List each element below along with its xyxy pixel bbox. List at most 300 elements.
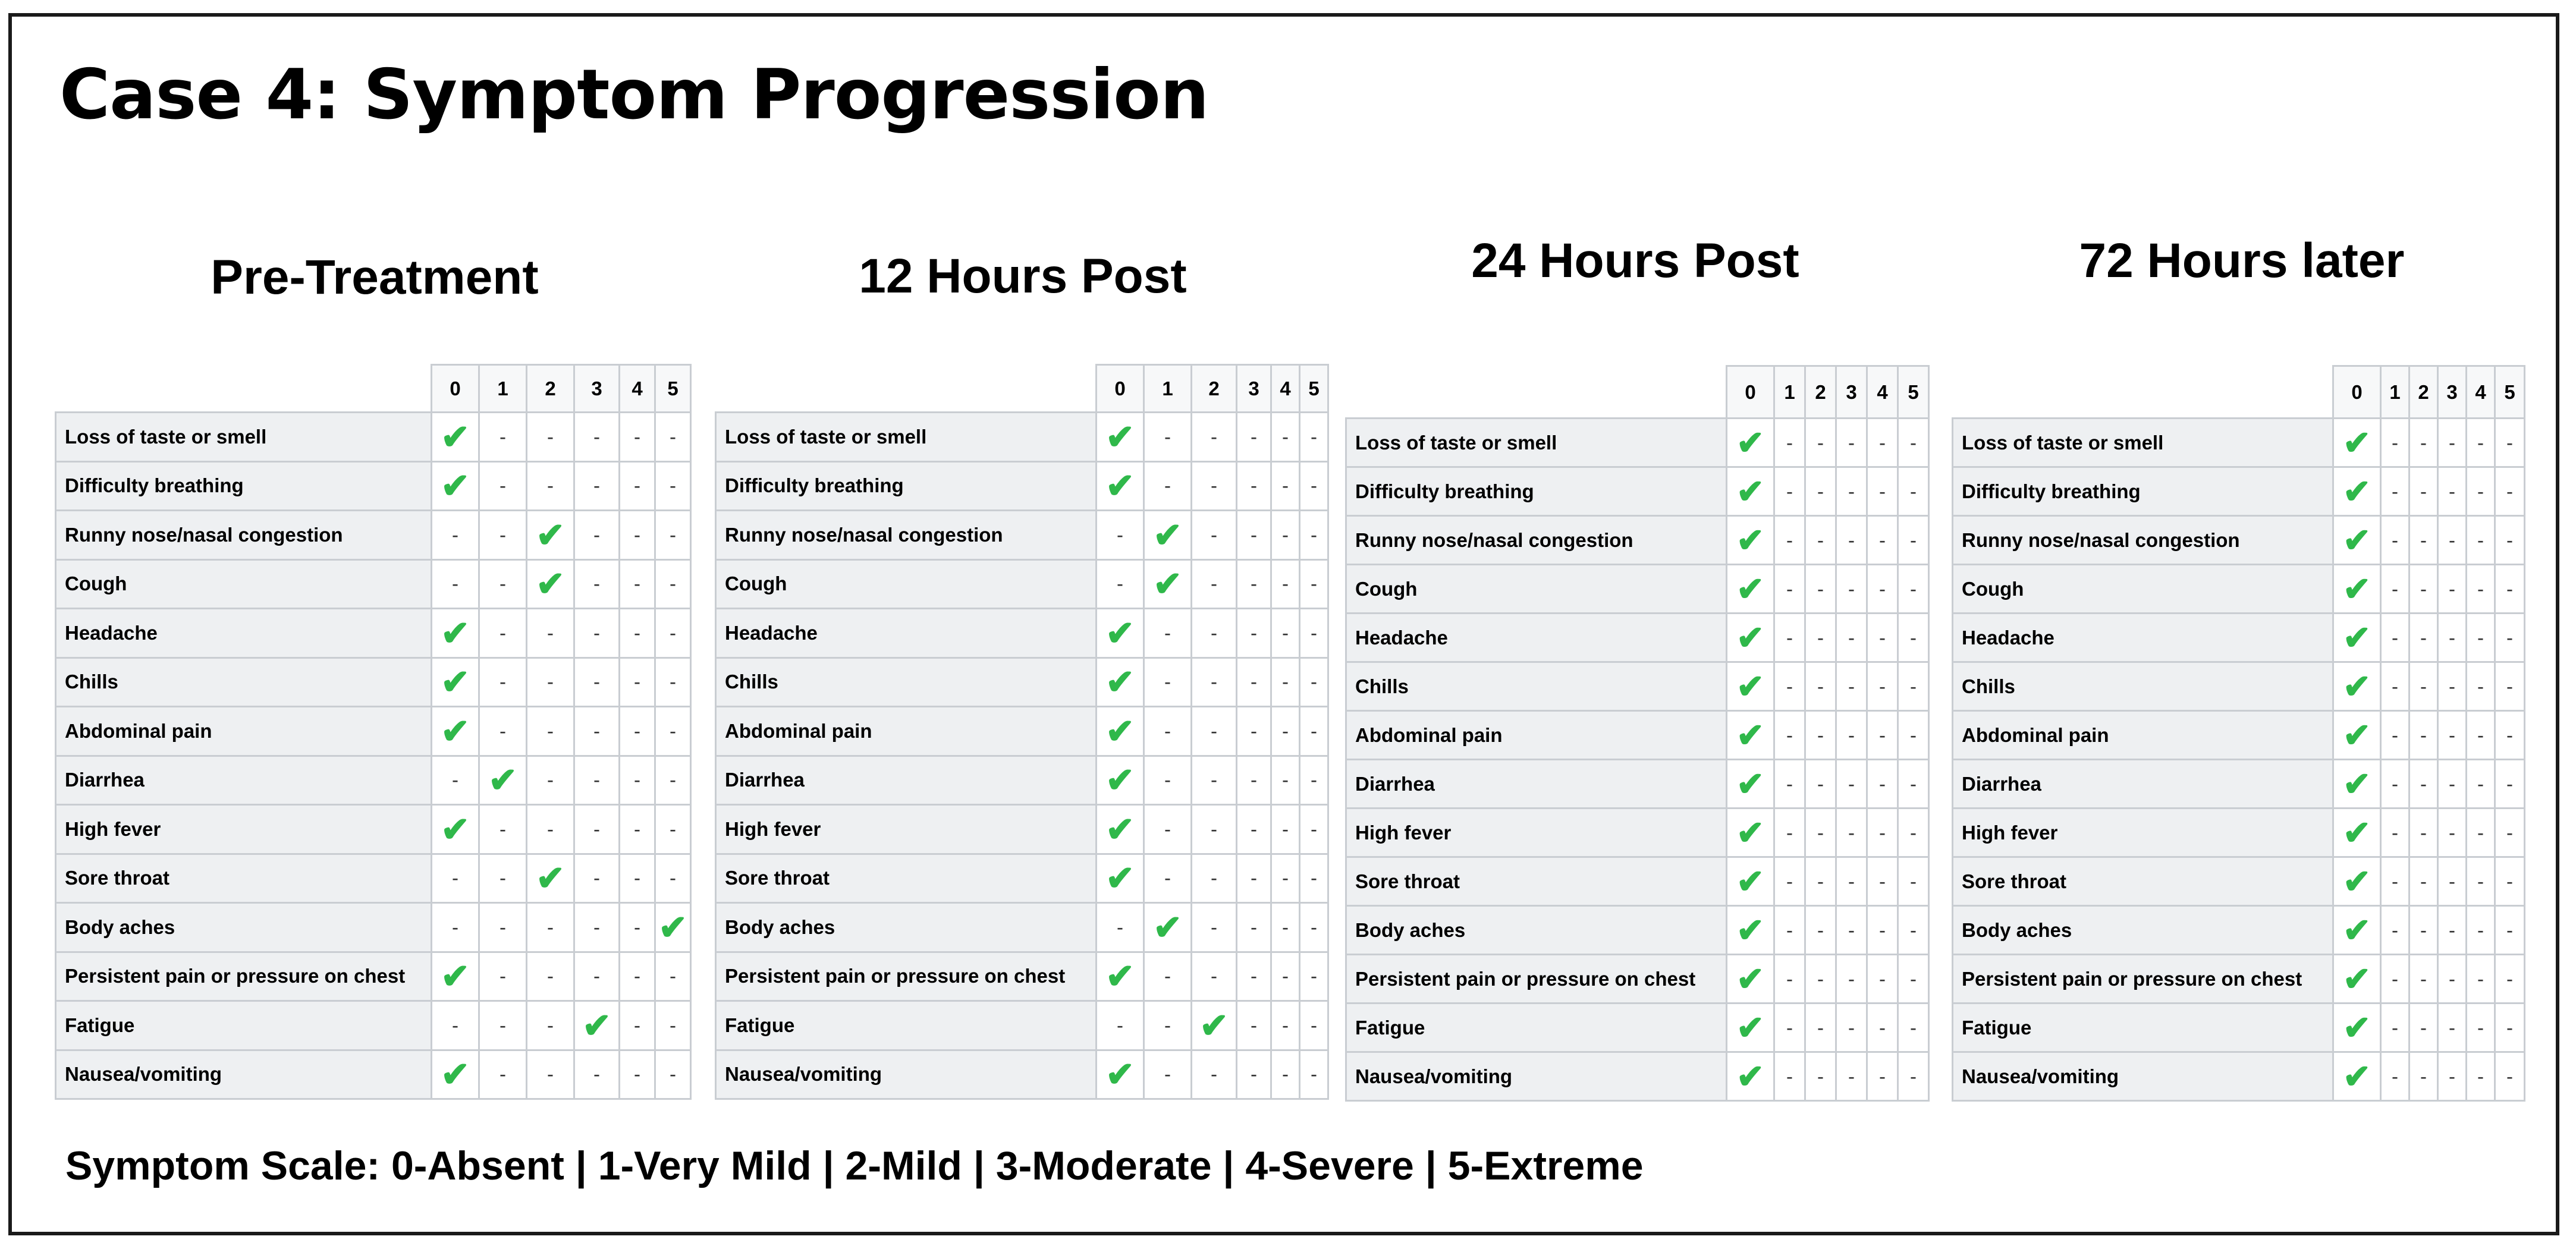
symptom-label: Loss of taste or smell xyxy=(1953,419,2333,467)
dash-mark: - xyxy=(593,474,600,497)
dash-mark: - xyxy=(1817,967,1824,990)
symptom-label: Persistent pain or pressure on chest xyxy=(1346,955,1727,1004)
dash-mark: - xyxy=(1910,1065,1917,1087)
dash-mark: - xyxy=(1879,821,1886,844)
dash-mark: - xyxy=(2449,821,2455,844)
score-cell-empty xyxy=(2381,955,2409,1004)
dash-mark: - xyxy=(452,916,458,938)
score-cell-empty xyxy=(1097,511,1144,560)
checkmark-icon: ✔ xyxy=(441,614,470,653)
score-cell-selected xyxy=(1097,952,1144,1001)
dash-mark: - xyxy=(670,719,676,742)
dash-mark: - xyxy=(1786,821,1793,844)
table-row xyxy=(716,511,1328,560)
score-cell-selected xyxy=(2333,467,2381,516)
score-cell-empty xyxy=(432,1001,479,1050)
dash-mark: - xyxy=(2506,577,2513,600)
dash-mark: - xyxy=(1164,671,1171,693)
score-cell-empty xyxy=(1898,419,1929,467)
score-cell-empty xyxy=(1300,756,1328,805)
score-cell-empty xyxy=(1144,707,1192,756)
dash-mark: - xyxy=(593,769,600,791)
score-cell-empty xyxy=(1144,609,1192,658)
dash-mark: - xyxy=(1786,772,1793,795)
score-cell-empty xyxy=(1805,467,1836,516)
dash-mark: - xyxy=(1879,626,1886,649)
table-row xyxy=(1346,955,1929,1004)
score-cell-empty xyxy=(2409,419,2438,467)
dash-mark: - xyxy=(2477,1016,2484,1039)
dash-mark: - xyxy=(2392,626,2398,649)
dash-mark: - xyxy=(1910,918,1917,941)
score-cell-empty xyxy=(479,1001,527,1050)
score-cell-empty xyxy=(1192,756,1237,805)
dash-mark: - xyxy=(1786,431,1793,454)
dash-mark: - xyxy=(1848,675,1855,697)
symptom-label: Abdominal pain xyxy=(1346,711,1727,760)
score-cell-empty xyxy=(527,805,574,854)
score-cell-empty xyxy=(432,854,479,903)
score-cell-selected xyxy=(527,854,574,903)
dash-mark: - xyxy=(2392,772,2398,795)
score-cell-selected xyxy=(479,756,527,805)
score-cell-empty xyxy=(2438,662,2467,711)
dash-mark: - xyxy=(1311,523,1317,546)
table-row xyxy=(1953,516,2525,565)
dash-mark: - xyxy=(2420,1016,2427,1039)
header-blank-cell xyxy=(56,365,432,413)
checkmark-icon: ✔ xyxy=(1736,1008,1764,1046)
score-cell-empty xyxy=(1774,906,1805,955)
score-cell-empty xyxy=(1271,559,1300,609)
table-row xyxy=(1346,711,1929,760)
score-cell-selected xyxy=(432,609,479,658)
score-cell-empty xyxy=(1300,1050,1328,1099)
dash-mark: - xyxy=(1786,675,1793,697)
score-cell-empty xyxy=(2381,419,2409,467)
table-row xyxy=(56,952,691,1001)
symptom-label: Difficulty breathing xyxy=(716,461,1097,511)
score-cell-empty xyxy=(1271,511,1300,560)
score-cell-empty xyxy=(655,658,691,707)
dash-mark: - xyxy=(2420,480,2427,502)
score-cell-empty xyxy=(574,461,620,511)
dash-mark: - xyxy=(2477,723,2484,746)
score-column-header: 2 xyxy=(1192,365,1237,413)
score-cell-empty xyxy=(1237,1001,1271,1050)
checkmark-icon: ✔ xyxy=(1736,618,1764,656)
score-cell-empty xyxy=(479,903,527,952)
score-cell-empty xyxy=(574,903,620,952)
score-cell-empty xyxy=(1836,614,1867,662)
score-cell-empty xyxy=(2438,516,2467,565)
score-cell-empty xyxy=(1836,1052,1867,1101)
dash-mark: - xyxy=(634,474,640,497)
score-column-header: 3 xyxy=(1237,365,1271,413)
checkmark-icon: ✔ xyxy=(1153,515,1182,555)
symptom-table xyxy=(1952,365,2525,1102)
dash-mark: - xyxy=(2420,967,2427,990)
symptom-label: Chills xyxy=(1953,662,2333,711)
dash-mark: - xyxy=(2506,918,2513,941)
dash-mark: - xyxy=(2506,1016,2513,1039)
checkmark-icon: ✔ xyxy=(1105,417,1135,457)
score-cell-empty xyxy=(1774,760,1805,809)
score-cell-empty xyxy=(2495,662,2525,711)
dash-mark: - xyxy=(1910,821,1917,844)
dash-mark: - xyxy=(1251,474,1257,497)
score-cell-selected xyxy=(1097,461,1144,511)
score-cell-selected xyxy=(655,903,691,952)
dash-mark: - xyxy=(2449,1016,2455,1039)
dash-mark: - xyxy=(2477,967,2484,990)
score-cell-empty xyxy=(574,854,620,903)
table-row xyxy=(56,413,691,462)
score-cell-empty xyxy=(527,1050,574,1099)
dash-mark: - xyxy=(1879,772,1886,795)
dash-mark: - xyxy=(2420,918,2427,941)
checkmark-icon: ✔ xyxy=(1736,862,1764,900)
table-row xyxy=(1346,760,1929,809)
score-cell-empty xyxy=(2495,857,2525,906)
table-row xyxy=(1953,419,2525,467)
score-cell-empty xyxy=(1867,955,1898,1004)
score-cell-empty xyxy=(2381,614,2409,662)
dash-mark: - xyxy=(2506,967,2513,990)
score-cell-empty xyxy=(1867,516,1898,565)
score-column-header: 2 xyxy=(1805,366,1836,419)
score-cell-empty xyxy=(655,952,691,1001)
score-cell-empty xyxy=(574,658,620,707)
score-cell-selected xyxy=(1727,662,1774,711)
symptom-label: Runny nose/nasal congestion xyxy=(56,511,432,560)
score-cell-selected xyxy=(432,952,479,1001)
score-cell-empty xyxy=(2495,1004,2525,1052)
score-cell-empty xyxy=(2409,467,2438,516)
dash-mark: - xyxy=(2392,1016,2398,1039)
score-cell-empty xyxy=(1237,461,1271,511)
score-cell-empty xyxy=(2381,565,2409,614)
score-cell-empty xyxy=(1300,854,1328,903)
score-cell-empty xyxy=(1144,756,1192,805)
checkmark-icon: ✔ xyxy=(1105,761,1135,800)
score-cell-empty xyxy=(1300,559,1328,609)
symptom-label: Body aches xyxy=(56,903,432,952)
checkmark-icon: ✔ xyxy=(1736,1057,1764,1095)
symptom-label: Cough xyxy=(1953,565,2333,614)
score-cell-empty xyxy=(2438,809,2467,857)
checkmark-icon: ✔ xyxy=(1736,521,1764,559)
score-cell-selected xyxy=(1727,419,1774,467)
dash-mark: - xyxy=(500,916,506,938)
dash-mark: - xyxy=(634,769,640,791)
score-cell-empty xyxy=(1271,461,1300,511)
dash-mark: - xyxy=(452,1014,458,1036)
header-blank-cell xyxy=(716,365,1097,413)
score-cell-empty xyxy=(574,1050,620,1099)
symptom-label: Runny nose/nasal congestion xyxy=(716,511,1097,560)
dash-mark: - xyxy=(2420,772,2427,795)
checkmark-icon: ✔ xyxy=(1153,908,1182,947)
score-cell-empty xyxy=(1836,711,1867,760)
checkmark-icon: ✔ xyxy=(1199,1006,1229,1045)
score-cell-empty xyxy=(1774,711,1805,760)
dash-mark: - xyxy=(1282,474,1289,497)
score-cell-empty xyxy=(1867,711,1898,760)
dash-mark: - xyxy=(547,1063,554,1086)
symptom-label: Loss of taste or smell xyxy=(1346,419,1727,467)
dash-mark: - xyxy=(670,817,676,840)
score-cell-empty xyxy=(1237,952,1271,1001)
symptom-label: Cough xyxy=(1346,565,1727,614)
score-cell-empty xyxy=(2495,565,2525,614)
dash-mark: - xyxy=(1311,916,1317,938)
checkmark-icon: ✔ xyxy=(1105,467,1135,506)
score-cell-empty xyxy=(2438,711,2467,760)
score-cell-empty xyxy=(1805,906,1836,955)
dash-mark: - xyxy=(1817,529,1824,551)
dash-mark: - xyxy=(500,474,506,497)
dash-mark: - xyxy=(1879,870,1886,892)
score-cell-empty xyxy=(527,1001,574,1050)
score-cell-selected xyxy=(2333,516,2381,565)
score-cell-selected xyxy=(1727,467,1774,516)
dash-mark: - xyxy=(1164,1014,1171,1036)
dash-mark: - xyxy=(1251,719,1257,742)
score-cell-empty xyxy=(2381,906,2409,955)
dash-mark: - xyxy=(1879,675,1886,697)
symptom-label: Diarrhea xyxy=(56,756,432,805)
score-cell-empty xyxy=(479,854,527,903)
dash-mark: - xyxy=(1311,867,1317,889)
score-cell-selected xyxy=(1727,711,1774,760)
dash-mark: - xyxy=(2392,918,2398,941)
dash-mark: - xyxy=(1817,1065,1824,1087)
score-cell-empty xyxy=(527,756,574,805)
dash-mark: - xyxy=(547,1014,554,1036)
score-cell-empty xyxy=(1144,854,1192,903)
dash-mark: - xyxy=(1211,965,1217,987)
dash-mark: - xyxy=(547,769,554,791)
score-cell-empty xyxy=(1867,760,1898,809)
score-cell-empty xyxy=(1237,1050,1271,1099)
score-cell-empty xyxy=(1144,1001,1192,1050)
table-row xyxy=(1346,614,1929,662)
score-cell-empty xyxy=(2467,857,2495,906)
checkmark-icon: ✔ xyxy=(441,810,470,849)
table-row xyxy=(56,756,691,805)
score-cell-empty xyxy=(620,461,655,511)
checkmark-icon: ✔ xyxy=(2343,618,2371,656)
score-cell-empty xyxy=(1867,419,1898,467)
dash-mark: - xyxy=(2477,577,2484,600)
score-column-header: 4 xyxy=(2467,366,2495,419)
dash-mark: - xyxy=(1848,1016,1855,1039)
panel-heading: Pre-Treatment xyxy=(211,250,539,304)
score-cell-empty xyxy=(1271,1050,1300,1099)
score-cell-empty xyxy=(1898,565,1929,614)
score-cell-empty xyxy=(2438,614,2467,662)
dash-mark: - xyxy=(2449,772,2455,795)
score-cell-empty xyxy=(2409,857,2438,906)
checkmark-icon: ✔ xyxy=(2343,521,2371,559)
dash-mark: - xyxy=(547,621,554,644)
score-cell-empty xyxy=(655,609,691,658)
score-cell-empty xyxy=(1237,609,1271,658)
checkmark-icon: ✔ xyxy=(441,957,470,996)
dash-mark: - xyxy=(1817,1016,1824,1039)
dash-mark: - xyxy=(634,1014,640,1036)
table-row xyxy=(1953,857,2525,906)
score-column-header: 3 xyxy=(2438,366,2467,419)
score-cell-empty xyxy=(1192,658,1237,707)
score-cell-selected xyxy=(1727,516,1774,565)
symptom-label: High fever xyxy=(1953,809,2333,857)
dash-mark: - xyxy=(1164,621,1171,644)
score-cell-empty xyxy=(1300,805,1328,854)
score-cell-empty xyxy=(620,559,655,609)
score-cell-empty xyxy=(1805,419,1836,467)
checkmark-icon: ✔ xyxy=(2343,813,2371,851)
dash-mark: - xyxy=(1251,1063,1257,1086)
dash-mark: - xyxy=(1251,572,1257,595)
symptom-label: Abdominal pain xyxy=(716,707,1097,756)
score-cell-empty xyxy=(2409,1052,2438,1101)
score-cell-empty xyxy=(1898,906,1929,955)
score-cell-selected xyxy=(1097,805,1144,854)
score-column-header: 5 xyxy=(2495,366,2525,419)
dash-mark: - xyxy=(670,1063,676,1086)
score-cell-empty xyxy=(1271,1001,1300,1050)
symptom-label: Abdominal pain xyxy=(56,707,432,756)
dash-mark: - xyxy=(1848,1065,1855,1087)
dash-mark: - xyxy=(634,1063,640,1086)
symptom-label: Sore throat xyxy=(56,854,432,903)
dash-mark: - xyxy=(670,523,676,546)
score-cell-empty xyxy=(479,559,527,609)
score-cell-empty xyxy=(1805,1004,1836,1052)
table-row xyxy=(716,756,1328,805)
table-row xyxy=(716,1050,1328,1099)
score-cell-empty xyxy=(2467,1052,2495,1101)
dash-mark: - xyxy=(1311,769,1317,791)
score-cell-empty xyxy=(2495,711,2525,760)
score-cell-empty xyxy=(574,413,620,462)
score-cell-empty xyxy=(620,756,655,805)
score-cell-empty xyxy=(2495,516,2525,565)
dash-mark: - xyxy=(634,817,640,840)
symptom-label: Diarrhea xyxy=(716,756,1097,805)
score-cell-empty xyxy=(620,1001,655,1050)
dash-mark: - xyxy=(593,621,600,644)
table-row xyxy=(716,559,1328,609)
dash-mark: - xyxy=(452,769,458,791)
dash-mark: - xyxy=(500,867,506,889)
dash-mark: - xyxy=(1282,867,1289,889)
score-column-header: 4 xyxy=(620,365,655,413)
dash-mark: - xyxy=(634,916,640,938)
symptom-table xyxy=(55,364,692,1100)
score-cell-empty xyxy=(655,461,691,511)
table-row xyxy=(56,854,691,903)
score-cell-empty xyxy=(527,413,574,462)
score-column-header: 3 xyxy=(1836,366,1867,419)
score-cell-empty xyxy=(1192,854,1237,903)
symptom-label: Headache xyxy=(716,609,1097,658)
dash-mark: - xyxy=(1817,821,1824,844)
checkmark-icon: ✔ xyxy=(1153,565,1182,604)
score-cell-empty xyxy=(2381,809,2409,857)
symptom-label: High fever xyxy=(56,805,432,854)
score-cell-empty xyxy=(479,413,527,462)
score-cell-empty xyxy=(1192,413,1237,462)
score-cell-selected xyxy=(432,707,479,756)
dash-mark: - xyxy=(593,523,600,546)
dash-mark: - xyxy=(1848,967,1855,990)
score-cell-empty xyxy=(2495,467,2525,516)
table-row xyxy=(716,461,1328,511)
table-row xyxy=(56,1001,691,1050)
score-cell-empty xyxy=(1271,854,1300,903)
symptom-label: Headache xyxy=(1953,614,2333,662)
symptom-label: Nausea/vomiting xyxy=(56,1050,432,1099)
dash-mark: - xyxy=(452,572,458,595)
dash-mark: - xyxy=(1848,821,1855,844)
checkmark-icon: ✔ xyxy=(441,712,470,751)
score-cell-empty xyxy=(620,658,655,707)
score-column-header: 2 xyxy=(527,365,574,413)
symptom-label: Sore throat xyxy=(716,854,1097,903)
symptom-label: Persistent pain or pressure on chest xyxy=(716,952,1097,1001)
symptom-label: Sore throat xyxy=(1953,857,2333,906)
panel-heading: 12 Hours Post xyxy=(859,249,1187,303)
dash-mark: - xyxy=(670,965,676,987)
score-cell-empty xyxy=(2381,760,2409,809)
dash-mark: - xyxy=(1117,1014,1123,1036)
score-cell-empty xyxy=(1237,805,1271,854)
table-row xyxy=(716,609,1328,658)
score-cell-empty xyxy=(1898,760,1929,809)
score-cell-empty xyxy=(1192,461,1237,511)
dash-mark: - xyxy=(1251,671,1257,693)
score-cell-empty xyxy=(1300,952,1328,1001)
dash-mark: - xyxy=(1848,723,1855,746)
dash-mark: - xyxy=(2392,577,2398,600)
dash-mark: - xyxy=(1251,867,1257,889)
dash-mark: - xyxy=(1910,1016,1917,1039)
dash-mark: - xyxy=(593,916,600,938)
score-cell-empty xyxy=(2495,809,2525,857)
score-cell-selected xyxy=(432,805,479,854)
checkmark-icon: ✔ xyxy=(2343,960,2371,998)
score-cell-empty xyxy=(620,1050,655,1099)
table-row xyxy=(1953,906,2525,955)
score-cell-selected xyxy=(2333,614,2381,662)
dash-mark: - xyxy=(2506,821,2513,844)
symptom-label: High fever xyxy=(716,805,1097,854)
dash-mark: - xyxy=(1282,1063,1289,1086)
score-cell-empty xyxy=(2495,955,2525,1004)
dash-mark: - xyxy=(500,572,506,595)
dash-mark: - xyxy=(1164,719,1171,742)
dash-mark: - xyxy=(2449,529,2455,551)
score-cell-empty xyxy=(1097,1001,1144,1050)
score-cell-empty xyxy=(1237,854,1271,903)
dash-mark: - xyxy=(1282,719,1289,742)
dash-mark: - xyxy=(670,474,676,497)
dash-mark: - xyxy=(2449,480,2455,502)
dash-mark: - xyxy=(1282,769,1289,791)
